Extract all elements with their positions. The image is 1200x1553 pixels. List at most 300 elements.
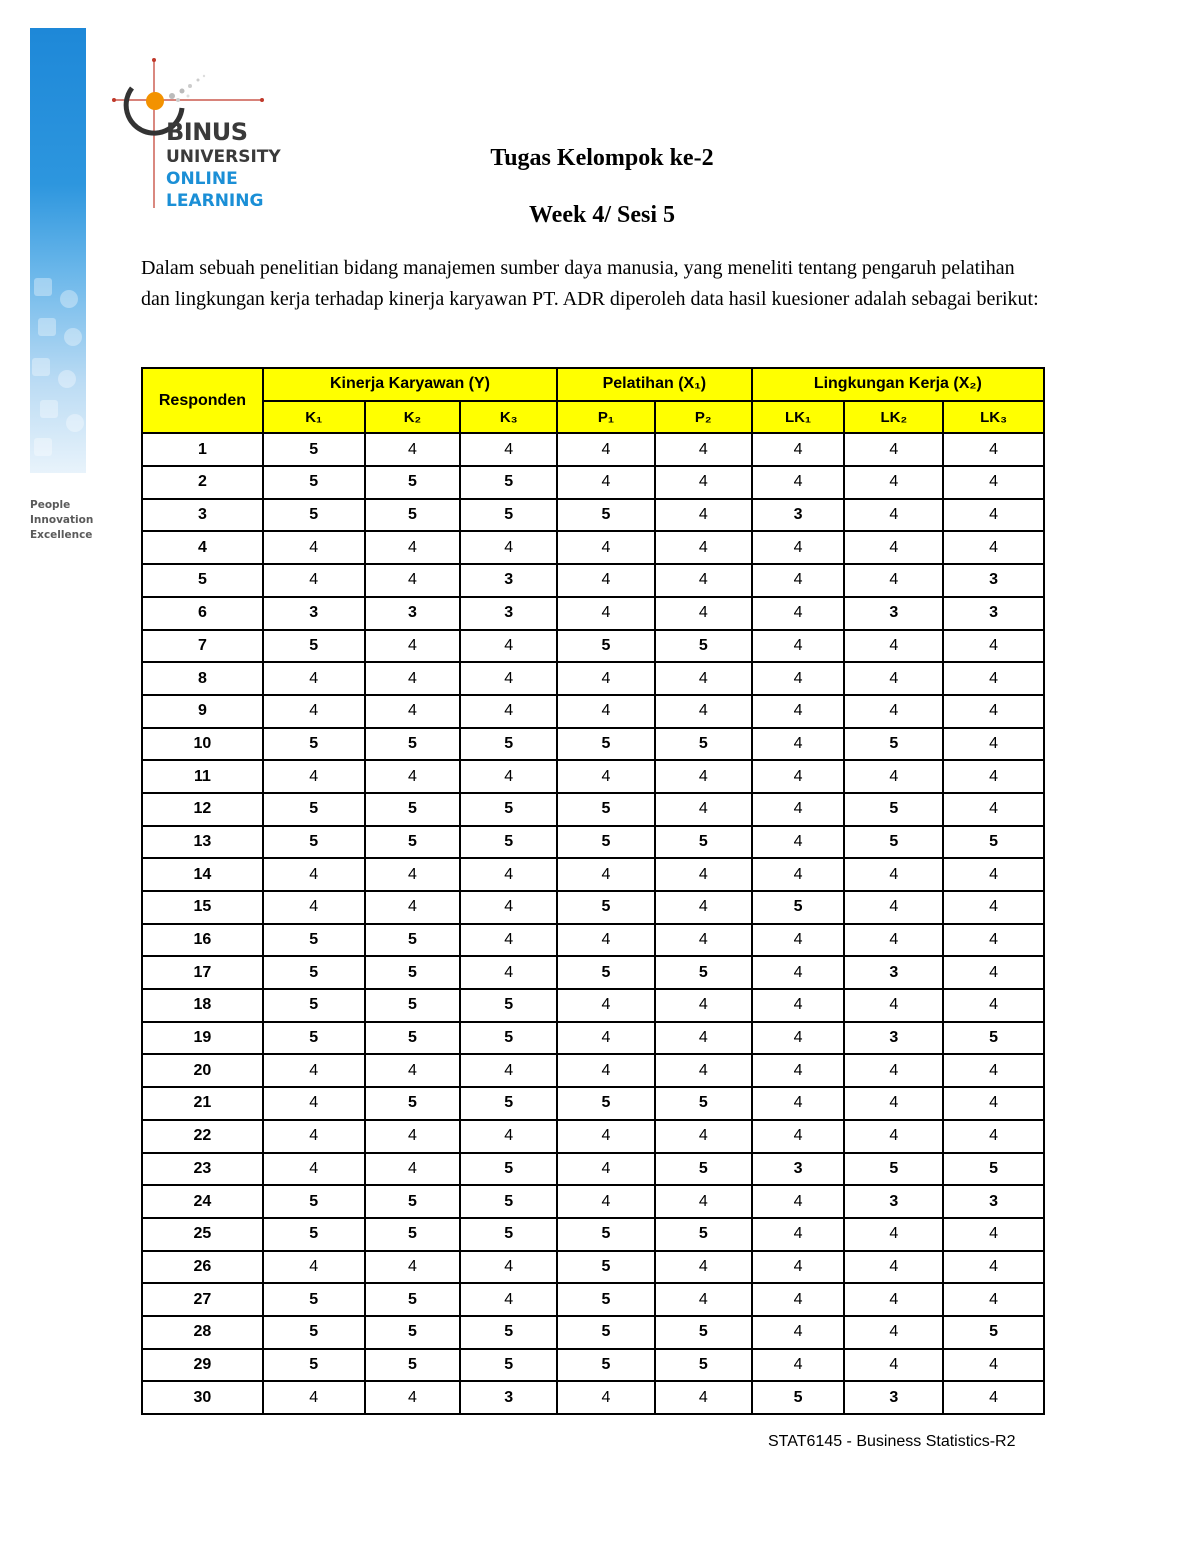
- score-cell: 4: [752, 695, 845, 728]
- respondent-number: 4: [142, 531, 263, 564]
- score-cell: 4: [655, 531, 752, 564]
- score-cell: 4: [943, 1087, 1044, 1120]
- score-cell: 4: [943, 924, 1044, 957]
- score-cell: 5: [263, 826, 365, 859]
- score-cell: 4: [752, 662, 845, 695]
- table-row: [142, 531, 1044, 564]
- score-cell: 4: [460, 858, 557, 891]
- score-cell: 5: [460, 1218, 557, 1251]
- score-cell: 4: [943, 956, 1044, 989]
- score-cell: 4: [557, 662, 655, 695]
- table-row: [142, 891, 1044, 924]
- score-cell: 4: [365, 695, 461, 728]
- score-cell: 5: [655, 1087, 752, 1120]
- table-row: [142, 728, 1044, 761]
- score-cell: 4: [557, 695, 655, 728]
- score-cell: 4: [844, 433, 943, 466]
- score-cell: 4: [655, 989, 752, 1022]
- score-cell: 5: [655, 1153, 752, 1186]
- score-cell: 4: [943, 433, 1044, 466]
- score-cell: 5: [263, 1316, 365, 1349]
- score-cell: 4: [263, 1087, 365, 1120]
- score-cell: 4: [752, 760, 845, 793]
- score-cell: 5: [460, 1349, 557, 1382]
- score-cell: 5: [263, 728, 365, 761]
- score-cell: 4: [655, 597, 752, 630]
- respondent-number: 13: [142, 826, 263, 859]
- score-cell: 4: [557, 597, 655, 630]
- table-row: [142, 1054, 1044, 1087]
- score-cell: 4: [752, 858, 845, 891]
- score-cell: 4: [752, 564, 845, 597]
- score-cell: 5: [460, 1153, 557, 1186]
- score-cell: 4: [557, 760, 655, 793]
- table-row: [142, 1251, 1044, 1284]
- score-cell: 4: [752, 597, 845, 630]
- respondent-number: 19: [142, 1022, 263, 1055]
- score-cell: 5: [557, 1283, 655, 1316]
- respondent-number: 27: [142, 1283, 263, 1316]
- logo-online: ONLINE: [166, 169, 238, 189]
- score-cell: 3: [460, 1381, 557, 1414]
- document-title-text: Tugas Kelompok ke-2: [490, 145, 714, 171]
- table-row: [142, 1316, 1044, 1349]
- column-header: K₂: [365, 401, 461, 434]
- score-cell: 5: [460, 1185, 557, 1218]
- score-cell: 4: [752, 1316, 845, 1349]
- score-cell: 5: [365, 466, 461, 499]
- respondent-number: 12: [142, 793, 263, 826]
- score-cell: 4: [365, 564, 461, 597]
- score-cell: 4: [943, 662, 1044, 695]
- score-cell: 4: [655, 891, 752, 924]
- score-cell: 4: [943, 499, 1044, 532]
- score-cell: 4: [752, 1022, 845, 1055]
- score-cell: 4: [752, 1251, 845, 1284]
- score-cell: 4: [557, 924, 655, 957]
- score-cell: 4: [844, 924, 943, 957]
- score-cell: 4: [557, 1054, 655, 1087]
- score-cell: 4: [655, 499, 752, 532]
- score-cell: 4: [655, 695, 752, 728]
- score-cell: 4: [655, 793, 752, 826]
- score-cell: 4: [844, 1349, 943, 1382]
- score-cell: 4: [557, 1381, 655, 1414]
- score-cell: 4: [460, 662, 557, 695]
- table-row: [142, 826, 1044, 859]
- score-cell: 5: [557, 891, 655, 924]
- score-cell: 5: [365, 499, 461, 532]
- score-cell: 4: [263, 891, 365, 924]
- respondent-number: 8: [142, 662, 263, 695]
- score-cell: 5: [460, 826, 557, 859]
- respondent-number: 16: [142, 924, 263, 957]
- score-cell: 4: [655, 1185, 752, 1218]
- header-group-x1: Pelatihan (X₁): [557, 368, 752, 401]
- score-cell: 5: [365, 728, 461, 761]
- score-cell: 4: [943, 630, 1044, 663]
- score-cell: 4: [460, 924, 557, 957]
- footer-course-code: STAT6145 - Business Statistics-R2: [768, 1433, 1016, 1450]
- respondent-number: 10: [142, 728, 263, 761]
- score-cell: 4: [844, 760, 943, 793]
- document-subtitle: [0, 202, 1200, 229]
- column-header: LK₂: [844, 401, 943, 434]
- score-cell: 4: [943, 989, 1044, 1022]
- score-cell: 5: [263, 1218, 365, 1251]
- score-cell: 4: [365, 1153, 461, 1186]
- respondent-number: 25: [142, 1218, 263, 1251]
- score-cell: 5: [365, 1349, 461, 1382]
- score-cell: 4: [943, 1349, 1044, 1382]
- score-cell: 4: [263, 760, 365, 793]
- table-row: [142, 1283, 1044, 1316]
- score-cell: 5: [263, 989, 365, 1022]
- score-cell: 4: [365, 433, 461, 466]
- score-cell: 5: [844, 826, 943, 859]
- score-cell: 4: [752, 1349, 845, 1382]
- respondent-number: 7: [142, 630, 263, 663]
- respondent-number: 5: [142, 564, 263, 597]
- score-cell: 4: [844, 499, 943, 532]
- score-cell: 5: [365, 1218, 461, 1251]
- score-cell: 5: [460, 793, 557, 826]
- score-cell: 4: [752, 1054, 845, 1087]
- score-cell: 4: [263, 564, 365, 597]
- respondent-number: 28: [142, 1316, 263, 1349]
- score-cell: 5: [460, 1316, 557, 1349]
- score-cell: 5: [557, 1251, 655, 1284]
- score-cell: 5: [365, 793, 461, 826]
- respondent-number: 30: [142, 1381, 263, 1414]
- table-row: [142, 695, 1044, 728]
- score-cell: 4: [365, 1054, 461, 1087]
- score-cell: 4: [365, 891, 461, 924]
- score-cell: 4: [263, 531, 365, 564]
- decorative-side-strip: [30, 28, 86, 473]
- score-cell: 3: [844, 1185, 943, 1218]
- score-cell: 4: [460, 1120, 557, 1153]
- subheader-row: [142, 401, 1044, 434]
- intro-paragraph: Dalam sebuah penelitian bidang manajemen sumber daya manusia, yang meneliti tentang pengaruh pelatihan dan lingkungan kerja terhadap kinerja karyawan PT. ADR diperoleh data hasil kuesioner adalah sebagai berikut:: [141, 257, 1039, 310]
- score-cell: 5: [365, 1022, 461, 1055]
- score-cell: 4: [943, 695, 1044, 728]
- score-cell: 4: [460, 1054, 557, 1087]
- score-cell: 5: [365, 956, 461, 989]
- score-cell: 4: [655, 1381, 752, 1414]
- score-cell: 5: [557, 1087, 655, 1120]
- table-row: [142, 630, 1044, 663]
- column-header: P₁: [557, 401, 655, 434]
- score-cell: 5: [365, 924, 461, 957]
- document-title: [0, 145, 1200, 172]
- score-cell: 4: [655, 1251, 752, 1284]
- table-row: [142, 1153, 1044, 1186]
- respondent-number: 11: [142, 760, 263, 793]
- score-cell: 4: [752, 924, 845, 957]
- score-cell: 5: [943, 1316, 1044, 1349]
- header-respondent: Responden: [142, 368, 263, 433]
- score-cell: 4: [752, 793, 845, 826]
- score-cell: 4: [752, 1185, 845, 1218]
- score-cell: 4: [655, 858, 752, 891]
- score-cell: 4: [844, 630, 943, 663]
- score-cell: 4: [943, 1283, 1044, 1316]
- score-cell: 3: [844, 597, 943, 630]
- table-row: [142, 499, 1044, 532]
- respondent-number: 3: [142, 499, 263, 532]
- score-cell: 3: [943, 1185, 1044, 1218]
- respondent-number: 23: [142, 1153, 263, 1186]
- respondent-number: 26: [142, 1251, 263, 1284]
- column-header: K₃: [460, 401, 557, 434]
- score-cell: 4: [557, 858, 655, 891]
- score-cell: 3: [943, 564, 1044, 597]
- score-cell: 5: [655, 1218, 752, 1251]
- score-cell: 4: [943, 1251, 1044, 1284]
- table-row: [142, 1381, 1044, 1414]
- score-cell: 5: [557, 1316, 655, 1349]
- score-cell: 5: [263, 630, 365, 663]
- score-cell: 4: [943, 891, 1044, 924]
- score-cell: 4: [655, 433, 752, 466]
- score-cell: 4: [752, 956, 845, 989]
- score-cell: 4: [752, 728, 845, 761]
- logo-binus: BINUS: [166, 118, 248, 146]
- score-cell: 4: [655, 1283, 752, 1316]
- score-cell: 4: [263, 1251, 365, 1284]
- column-header: P₂: [655, 401, 752, 434]
- score-cell: 5: [844, 1153, 943, 1186]
- score-cell: 5: [655, 1316, 752, 1349]
- score-cell: 4: [365, 630, 461, 663]
- score-cell: 4: [655, 760, 752, 793]
- score-cell: 5: [557, 793, 655, 826]
- score-cell: 4: [365, 662, 461, 695]
- score-cell: 4: [460, 1251, 557, 1284]
- score-cell: 4: [557, 989, 655, 1022]
- score-cell: 3: [752, 1153, 845, 1186]
- score-cell: 4: [844, 531, 943, 564]
- score-cell: 5: [263, 924, 365, 957]
- respondent-number: 14: [142, 858, 263, 891]
- respondent-number: 1: [142, 433, 263, 466]
- score-cell: 4: [844, 1120, 943, 1153]
- table-row: [142, 1218, 1044, 1251]
- table-row: [142, 956, 1044, 989]
- score-cell: 4: [752, 433, 845, 466]
- score-cell: 3: [844, 956, 943, 989]
- score-cell: 5: [263, 1022, 365, 1055]
- score-cell: 5: [557, 1218, 655, 1251]
- score-cell: 4: [460, 760, 557, 793]
- score-cell: 5: [460, 728, 557, 761]
- score-cell: 4: [943, 1054, 1044, 1087]
- score-cell: 4: [752, 1218, 845, 1251]
- score-cell: 4: [844, 1251, 943, 1284]
- header-group-x2: Lingkungan Kerja (X₂): [752, 368, 1044, 401]
- column-header: K₁: [263, 401, 365, 434]
- header-group-y: Kinerja Karyawan (Y): [263, 368, 557, 401]
- score-cell: 5: [844, 793, 943, 826]
- score-cell: 4: [365, 1251, 461, 1284]
- score-cell: 4: [844, 1316, 943, 1349]
- score-cell: 5: [263, 793, 365, 826]
- logo-learning: LEARNING: [166, 191, 264, 211]
- score-cell: 5: [557, 826, 655, 859]
- score-cell: 3: [752, 499, 845, 532]
- table-row: [142, 793, 1044, 826]
- score-cell: 4: [752, 630, 845, 663]
- score-cell: 4: [844, 858, 943, 891]
- score-cell: 4: [844, 989, 943, 1022]
- score-cell: 5: [365, 989, 461, 1022]
- score-cell: 4: [655, 1120, 752, 1153]
- table-row: [142, 466, 1044, 499]
- score-cell: 4: [557, 433, 655, 466]
- tagline-line: Innovation: [30, 514, 94, 526]
- score-cell: 5: [263, 956, 365, 989]
- score-cell: 4: [844, 1218, 943, 1251]
- score-cell: 3: [460, 564, 557, 597]
- score-cell: 5: [655, 630, 752, 663]
- score-cell: 5: [752, 891, 845, 924]
- score-cell: 4: [557, 466, 655, 499]
- table-row: [142, 989, 1044, 1022]
- score-cell: 4: [263, 662, 365, 695]
- score-cell: 4: [752, 1087, 845, 1120]
- respondent-number: 6: [142, 597, 263, 630]
- tagline-line: Excellence: [30, 529, 93, 541]
- table-row: [142, 1087, 1044, 1120]
- score-cell: 4: [655, 564, 752, 597]
- questionnaire-table: [141, 367, 1045, 1415]
- respondent-number: 22: [142, 1120, 263, 1153]
- score-cell: 4: [460, 1283, 557, 1316]
- score-cell: 4: [752, 466, 845, 499]
- logo-university: UNIVERSITY: [166, 147, 281, 167]
- respondent-number: 15: [142, 891, 263, 924]
- respondent-number: 20: [142, 1054, 263, 1087]
- score-cell: 4: [557, 1120, 655, 1153]
- score-cell: 4: [844, 662, 943, 695]
- score-cell: 5: [365, 1316, 461, 1349]
- score-cell: 5: [365, 1283, 461, 1316]
- score-cell: 4: [460, 956, 557, 989]
- score-cell: 4: [557, 1022, 655, 1055]
- score-cell: 4: [943, 466, 1044, 499]
- score-cell: 4: [844, 466, 943, 499]
- score-cell: 4: [365, 1120, 461, 1153]
- score-cell: 5: [655, 956, 752, 989]
- table-row: [142, 924, 1044, 957]
- score-cell: 5: [263, 466, 365, 499]
- score-cell: 4: [943, 1218, 1044, 1251]
- score-cell: 4: [655, 662, 752, 695]
- respondent-number: 9: [142, 695, 263, 728]
- tagline-line: People: [30, 499, 71, 511]
- score-cell: 4: [460, 891, 557, 924]
- score-cell: 3: [460, 597, 557, 630]
- score-cell: 5: [655, 728, 752, 761]
- table-row: [142, 433, 1044, 466]
- table-row: [142, 1022, 1044, 1055]
- table-row: [142, 1185, 1044, 1218]
- table-row: [142, 760, 1044, 793]
- respondent-number: 18: [142, 989, 263, 1022]
- score-cell: 4: [943, 858, 1044, 891]
- score-cell: 4: [557, 564, 655, 597]
- score-cell: 5: [943, 1153, 1044, 1186]
- respondent-number: 21: [142, 1087, 263, 1120]
- score-cell: 5: [263, 1349, 365, 1382]
- score-cell: 4: [557, 1153, 655, 1186]
- score-cell: 4: [365, 531, 461, 564]
- table-row: [142, 564, 1044, 597]
- score-cell: 4: [844, 1087, 943, 1120]
- score-cell: 5: [655, 1349, 752, 1382]
- score-cell: 5: [263, 433, 365, 466]
- score-cell: 5: [365, 826, 461, 859]
- score-cell: 4: [557, 531, 655, 564]
- score-cell: 4: [263, 1054, 365, 1087]
- score-cell: 4: [460, 531, 557, 564]
- score-cell: 4: [752, 826, 845, 859]
- score-cell: 4: [943, 728, 1044, 761]
- score-cell: 4: [460, 433, 557, 466]
- score-cell: 4: [365, 858, 461, 891]
- score-cell: 5: [557, 728, 655, 761]
- score-cell: 5: [460, 499, 557, 532]
- score-cell: 4: [263, 695, 365, 728]
- score-cell: 4: [557, 1185, 655, 1218]
- score-cell: 4: [655, 1022, 752, 1055]
- score-cell: 5: [460, 1087, 557, 1120]
- score-cell: 3: [263, 597, 365, 630]
- score-cell: 5: [655, 826, 752, 859]
- score-cell: 4: [752, 1120, 845, 1153]
- score-cell: 4: [655, 924, 752, 957]
- table-row: [142, 662, 1044, 695]
- score-cell: 5: [557, 630, 655, 663]
- score-cell: 4: [655, 466, 752, 499]
- score-cell: 4: [752, 1283, 845, 1316]
- score-cell: 5: [557, 1349, 655, 1382]
- score-cell: 5: [460, 466, 557, 499]
- score-cell: 4: [943, 1381, 1044, 1414]
- respondent-number: 29: [142, 1349, 263, 1382]
- score-cell: 3: [943, 597, 1044, 630]
- score-cell: 5: [943, 1022, 1044, 1055]
- score-cell: 4: [655, 1054, 752, 1087]
- score-cell: 4: [844, 1283, 943, 1316]
- table-body: [142, 433, 1044, 1414]
- table-row: [142, 1349, 1044, 1382]
- respondent-number: 17: [142, 956, 263, 989]
- score-cell: 4: [263, 1120, 365, 1153]
- score-cell: 5: [365, 1185, 461, 1218]
- score-cell: 3: [365, 597, 461, 630]
- score-cell: 4: [263, 1153, 365, 1186]
- table-row: [142, 858, 1044, 891]
- respondent-number: 24: [142, 1185, 263, 1218]
- score-cell: 5: [263, 1283, 365, 1316]
- score-cell: 4: [844, 891, 943, 924]
- score-cell: 4: [365, 760, 461, 793]
- score-cell: 4: [460, 630, 557, 663]
- score-cell: 5: [943, 826, 1044, 859]
- score-cell: 4: [263, 1381, 365, 1414]
